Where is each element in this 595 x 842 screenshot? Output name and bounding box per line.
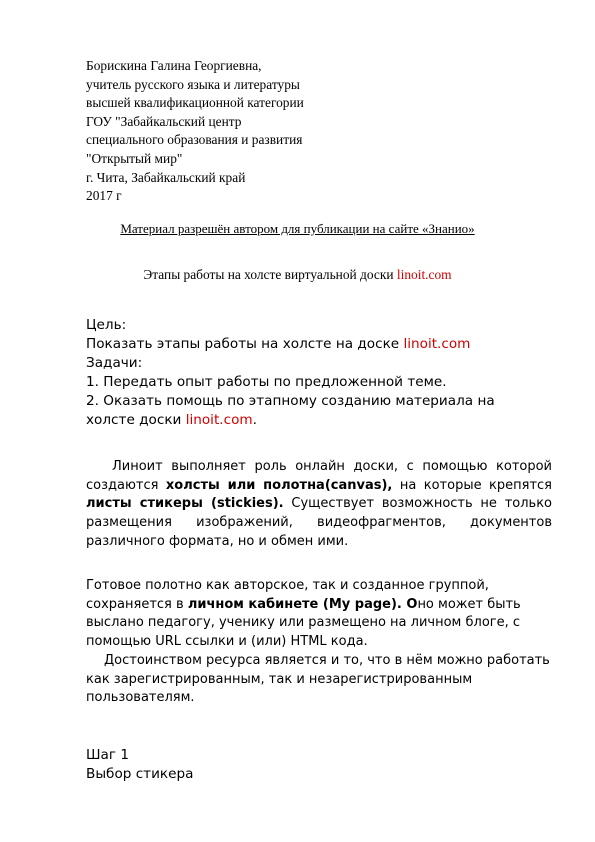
p1-text2: на которые крепятся (392, 477, 552, 493)
author-org-line2: специального образования и развития (86, 132, 303, 148)
author-name: Борискина Галина Георгиевна, (86, 58, 262, 73)
author-info (86, 57, 304, 206)
task-item-2-end: . (252, 412, 257, 428)
paragraph-description (86, 458, 552, 552)
goal-label: Цель: (86, 317, 127, 333)
publication-permission: Материал разрешён автором для публикации на сайте «Знанио» (120, 221, 475, 236)
task-item-1: 1. Передать опыт работы по предложенной теме. (86, 374, 447, 390)
p1-text3: Существует возможность не только размещения изображений, видеофрагментов, документов различного формата, но и обмен ими. (86, 496, 552, 549)
title-link[interactable]: linoit.com (396, 267, 452, 282)
p2-text1: Готовое полотно как авторское, так и созданное группой, сохраняется в (86, 578, 489, 612)
author-city: г. Чита, Забайкальский край (86, 169, 246, 185)
author-category: высшей квалификационной категории (86, 95, 304, 111)
goal-link[interactable]: linoit.com (403, 336, 471, 352)
p2-text2: но может быть выслано педагогу, ученику или размещено на личном блоге, с помощью URL ссылки и (или) HTML кода. (86, 596, 521, 650)
goals-tasks-section (86, 316, 495, 430)
task-item-2-link[interactable]: linoit.com (185, 412, 253, 428)
step-label: Шаг 1 (86, 747, 129, 763)
p1-bold1: холсты или полотна(canvas), (165, 477, 393, 493)
author-org-line3: "Открытый мир" (86, 150, 183, 166)
p1-text1: Линоит выполняет роль онлайн доски, с помощью которой создаются (86, 459, 552, 493)
author-org-line1: ГОУ "Забайкальский центр (86, 113, 242, 129)
p2-bold1: личном кабинете (My page). О (187, 596, 418, 612)
author-year: 2017 г (86, 188, 122, 204)
task-item-2-text: холсте доски (86, 412, 186, 428)
title-text: Этапы работы на холсте виртуальной доски (143, 267, 394, 282)
step-section (86, 746, 193, 784)
task-item-2-line1: 2. Оказать помощь по этапному созданию материала на (86, 393, 495, 409)
p2-text3: Достоинством ресурса является и то, что в нём можно работать как зарегистрированным, так и незарегистрированным пользователям. (86, 652, 550, 706)
task-item-2-line2 (86, 411, 495, 430)
document-title (0, 267, 595, 283)
p1-bold2: листы стикеры (stickies). (86, 496, 284, 512)
goal-line (86, 335, 495, 354)
author-position: учитель русского языка и литературы (86, 76, 300, 92)
paragraph-saving (86, 577, 552, 708)
tasks-label: Задачи: (86, 355, 143, 371)
step-text: Выбор стикера (86, 766, 194, 782)
goal-text: Показать этапы работы на холсте на доске (86, 336, 404, 352)
